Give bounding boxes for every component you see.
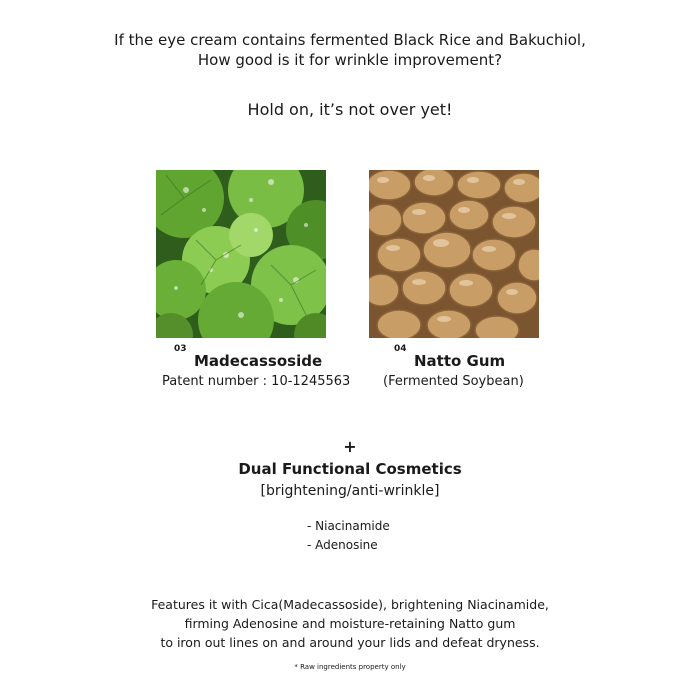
ingredient-detail: (Fermented Soybean) <box>383 374 524 389</box>
intro-line-1: If the eye cream contains fermented Black Rice and Bakuchiol, <box>114 31 586 49</box>
list-item: - Adenosine <box>307 538 378 552</box>
list-item: - Niacinamide <box>307 519 390 533</box>
hold-on-text: Hold on, it’s not over yet! <box>247 100 453 119</box>
ingredient-number: 03 <box>174 344 187 354</box>
intro-text <box>0 30 700 70</box>
footnote: * Raw ingredients property only <box>294 663 406 671</box>
features-text <box>0 595 700 652</box>
features-line-2: firming Adenosine and moisture-retaining Natto gum <box>184 616 516 631</box>
plus-sign: + <box>343 437 357 456</box>
centella-leaves-photo <box>156 170 326 338</box>
ingredient-name: Madecassoside <box>194 352 323 370</box>
ingredient-name: Natto Gum <box>414 352 506 370</box>
features-line-3: to iron out lines on and around your lids and defeat dryness. <box>160 635 540 650</box>
dual-functional-title: Dual Functional Cosmetics <box>238 460 462 478</box>
active-ingredient-list <box>307 517 390 555</box>
ingredient-number: 04 <box>394 344 407 354</box>
natto-beans-photo <box>369 170 539 338</box>
ingredient-detail: Patent number : 10-1245563 <box>162 374 351 389</box>
intro-line-2: How good is it for wrinkle improvement? <box>197 51 503 69</box>
features-line-1: Features it with Cica(Madecassoside), brightening Niacinamide, <box>151 597 549 612</box>
dual-functional-subtitle: [brightening/anti-wrinkle] <box>260 483 440 499</box>
